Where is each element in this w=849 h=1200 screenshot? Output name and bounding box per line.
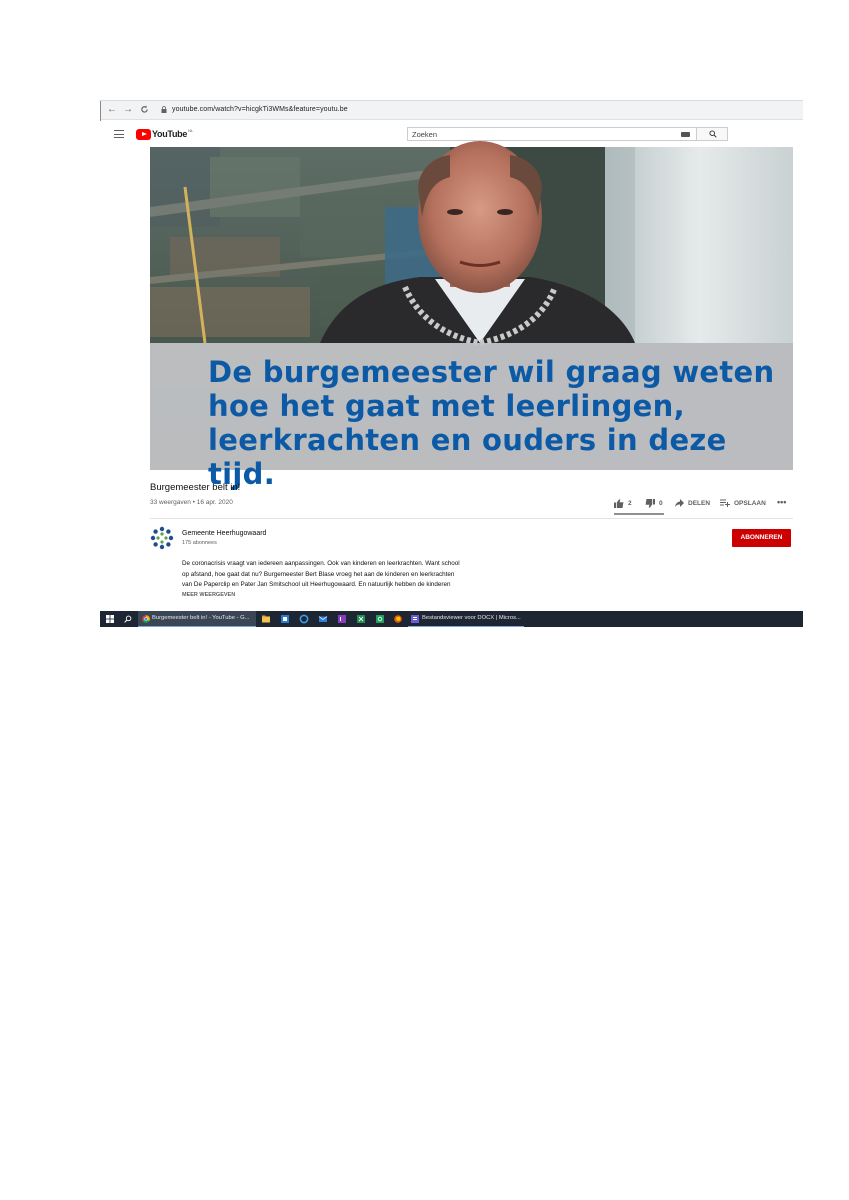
store-icon[interactable]: [300, 615, 308, 623]
search-input[interactable]: [407, 127, 697, 141]
like-button[interactable]: [614, 499, 632, 508]
show-more-button[interactable]: MEER WEERGEVEN: [182, 592, 236, 598]
search-icon[interactable]: [124, 615, 132, 623]
search-icon: [709, 130, 717, 138]
youtube-wordmark: YouTube: [152, 129, 188, 139]
save-label: OPSLAAN: [734, 499, 766, 507]
share-button[interactable]: [675, 499, 710, 507]
like-ratio-bar: [614, 513, 664, 515]
mail-icon[interactable]: [319, 615, 327, 623]
youtube-logo[interactable]: [136, 128, 193, 140]
excel-icon[interactable]: [357, 615, 365, 623]
reload-icon[interactable]: [140, 104, 149, 118]
youtube-masthead: [100, 122, 803, 147]
search-button[interactable]: [696, 127, 728, 141]
search-placeholder: Zoeken: [412, 130, 438, 139]
caption-line: leerkrachten en ouders in deze tijd.: [208, 423, 727, 491]
dislike-count: 0: [659, 500, 663, 507]
video-meta: 33 weergaven • 16 apr. 2020: [150, 499, 233, 506]
browser-address-bar: [100, 100, 803, 120]
edge-icon[interactable]: [281, 615, 289, 623]
share-icon: [675, 499, 684, 507]
caption-line: De burgemeester wil graag weten: [208, 355, 775, 389]
subscriber-count: 175 abonnees: [182, 540, 217, 546]
menu-icon[interactable]: [114, 130, 124, 138]
divider: [150, 518, 793, 519]
subscribe-button[interactable]: ABONNEREN: [732, 529, 791, 547]
outlook-icon[interactable]: [376, 615, 384, 623]
active-indicator: [138, 626, 256, 627]
thumbs-up-icon: [614, 499, 624, 508]
description-line: op afstand, hoe gaat dat nu? Burgemeester Bert Blase vroeg het aan de kinderen en leerkrachten: [182, 570, 455, 578]
windows-start-icon[interactable]: [106, 615, 114, 623]
back-icon[interactable]: ←: [107, 104, 117, 115]
share-label: DELEN: [688, 499, 711, 507]
window-edge: [100, 101, 101, 121]
youtube-play-icon: [136, 129, 151, 140]
description-line: De coronacrisis vraagt van iedereen aanpassingen. Ook van kinderen en leerkrachten. Want school: [182, 560, 460, 567]
active-indicator: [408, 626, 524, 627]
video-title: Burgemeester belt in!: [150, 482, 241, 493]
screenshot: [100, 100, 803, 627]
taskbar-window-docx-viewer[interactable]: [408, 611, 524, 627]
caption-text: [208, 355, 793, 491]
dislike-button[interactable]: [645, 499, 663, 508]
save-playlist-icon: [720, 499, 730, 507]
forward-icon[interactable]: →: [123, 104, 133, 115]
windows-taskbar: [100, 611, 803, 627]
video-actions: [100, 499, 803, 511]
taskbar-window-chrome[interactable]: [138, 611, 256, 627]
thumbs-down-icon: [645, 499, 655, 508]
keyboard-icon[interactable]: [681, 132, 690, 137]
taskbar-window-title: Bestandsviewer voor DOCX | Micros...: [422, 615, 521, 621]
url-field[interactable]: youtube.com/watch?v=hicgkTi3WMs&feature=youtu.be: [172, 106, 348, 113]
more-actions-icon[interactable]: •••: [777, 497, 787, 507]
onenote-icon[interactable]: [338, 615, 346, 623]
channel-avatar[interactable]: [150, 526, 174, 550]
docx-viewer-icon: [411, 615, 419, 623]
chrome-icon: [142, 615, 150, 623]
video-description: [182, 559, 542, 591]
firefox-icon[interactable]: [394, 615, 402, 623]
save-button[interactable]: [720, 499, 766, 507]
channel-name[interactable]: Gemeente Heerhugowaard: [182, 530, 267, 537]
like-count: 2: [628, 500, 632, 507]
lock-icon: [161, 106, 167, 113]
taskbar-window-title: Burgemeester belt in! - YouTube - G...: [152, 615, 250, 621]
file-explorer-icon[interactable]: [262, 615, 270, 623]
region-code: NL: [188, 127, 194, 133]
description-line: van De Paperclip en Pater Jan Smitschool uit Heerhugowaard. En natuurlijk hebben de kinderen: [182, 581, 451, 588]
caption-line: hoe het gaat met leerlingen,: [208, 389, 685, 423]
